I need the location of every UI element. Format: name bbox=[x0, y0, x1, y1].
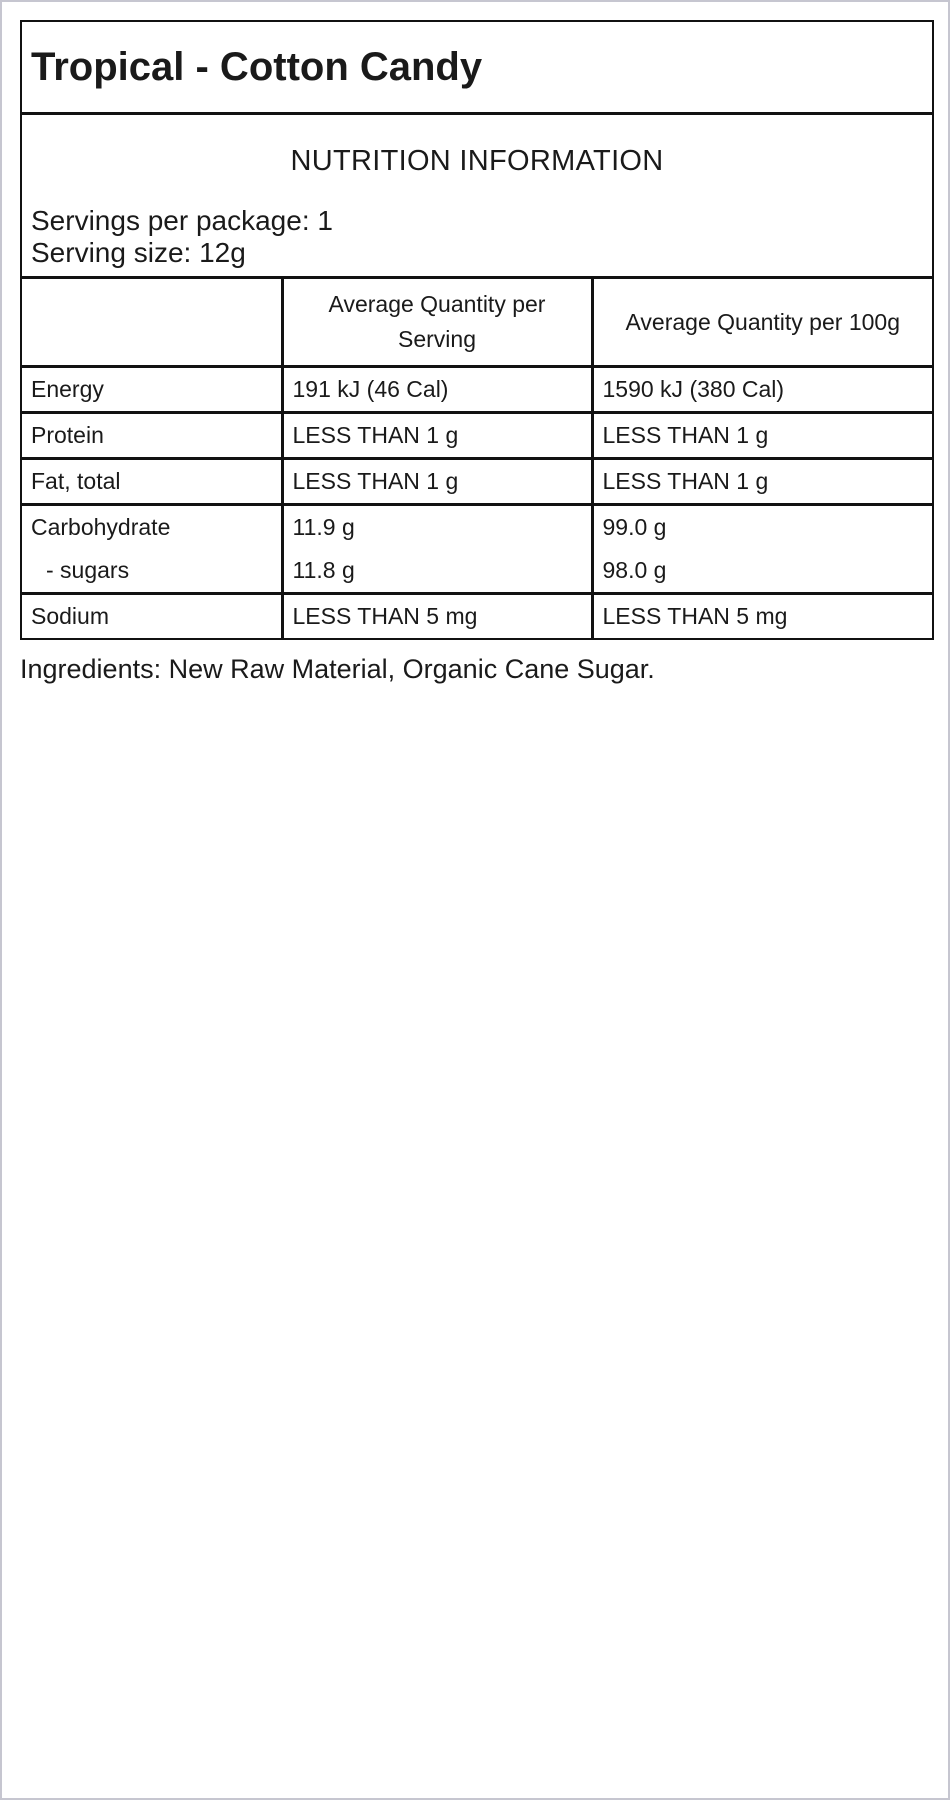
product-title: Tropical - Cotton Candy bbox=[22, 22, 932, 115]
nutrient-name: Energy bbox=[22, 367, 282, 413]
value-per-serving: LESS THAN 1 g bbox=[282, 413, 592, 459]
value-per-serving-cell bbox=[282, 505, 592, 594]
nutrition-info-block bbox=[22, 115, 932, 279]
value-per-serving: 191 kJ (46 Cal) bbox=[282, 367, 592, 413]
sub-value-per-100g: 98.0 g bbox=[602, 557, 667, 583]
value-per-serving: LESS THAN 1 g bbox=[282, 459, 592, 505]
value-per-100g: LESS THAN 1 g bbox=[592, 459, 932, 505]
header-cell-empty bbox=[22, 279, 282, 367]
table-row bbox=[22, 505, 932, 594]
value-per-100g: 1590 kJ (380 Cal) bbox=[592, 367, 932, 413]
table-row bbox=[22, 413, 932, 459]
nutrition-table bbox=[22, 279, 932, 638]
nutrient-name: Sodium bbox=[22, 594, 282, 639]
table-row bbox=[22, 367, 932, 413]
table-row bbox=[22, 594, 932, 639]
header-per-100g: Average Quantity per 100g bbox=[592, 279, 932, 367]
table-header-row bbox=[22, 279, 932, 367]
value-per-100g: LESS THAN 5 mg bbox=[592, 594, 932, 639]
value-per-100g: LESS THAN 1 g bbox=[592, 413, 932, 459]
value-per-serving: 11.9 g bbox=[292, 514, 355, 540]
value-per-100g: 99.0 g bbox=[602, 514, 667, 540]
nutrition-heading: NUTRITION INFORMATION bbox=[290, 145, 664, 177]
sub-value-per-serving: 11.8 g bbox=[292, 557, 355, 583]
value-per-serving: LESS THAN 5 mg bbox=[282, 594, 592, 639]
table-row bbox=[22, 459, 932, 505]
serving-size: Serving size: 12g bbox=[31, 237, 246, 268]
nutrient-name: Carbohydrate bbox=[31, 514, 171, 540]
nutrition-panel bbox=[20, 20, 934, 640]
sub-nutrient-name: - sugars bbox=[46, 557, 130, 583]
header-per-serving: Average Quantity per Serving bbox=[282, 279, 592, 367]
nutrient-name: Protein bbox=[22, 413, 282, 459]
value-per-100g-cell bbox=[592, 505, 932, 594]
nutrient-name-cell bbox=[22, 505, 282, 594]
ingredients-text: Ingredients: New Raw Material, Organic Cane Sugar. bbox=[20, 654, 655, 684]
nutrient-name: Fat, total bbox=[22, 459, 282, 505]
servings-per-package: Servings per package: 1 bbox=[31, 205, 333, 236]
